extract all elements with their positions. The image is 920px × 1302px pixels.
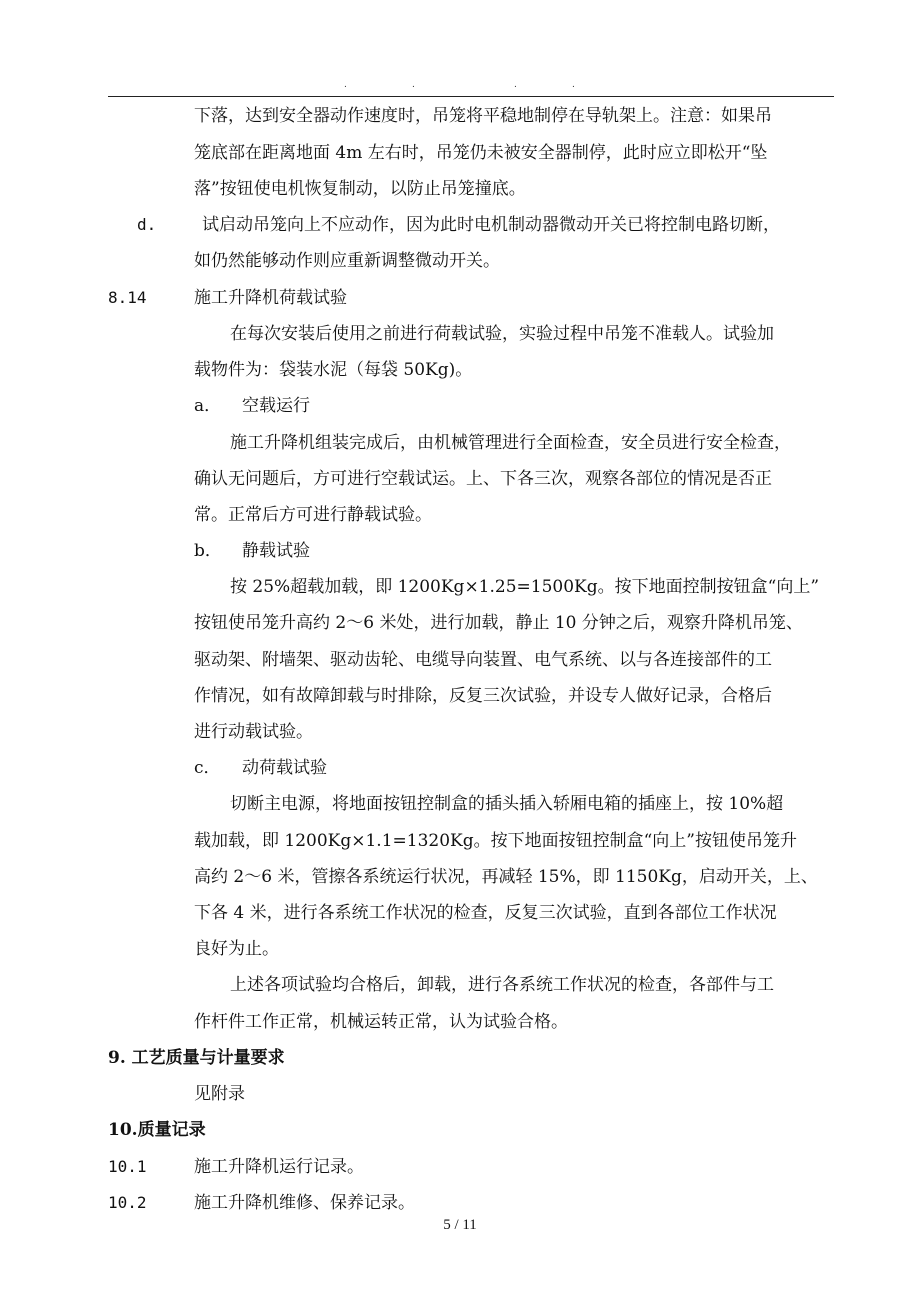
header-dot: . bbox=[514, 80, 517, 90]
text-line: 试启动吊笼向上不应动作，因为此时电机制动器微动开关已将控制电路切断， bbox=[202, 215, 780, 235]
item-number: 10.1 bbox=[108, 1157, 147, 1176]
page-number: 5 / 11 bbox=[443, 1217, 477, 1233]
subsection-heading: 空载运行 bbox=[242, 396, 310, 416]
text-line: 进行动载试验。 bbox=[194, 722, 313, 742]
text-line: 下各 4 米，进行各系统工作状况的检查，反复三次试验，直到各部位工作状况 bbox=[194, 903, 777, 923]
subsection-heading: 动荷载试验 bbox=[242, 758, 327, 778]
text-line: 良好为止。 bbox=[194, 939, 279, 959]
text-line: 施工升降机运行记录。 bbox=[194, 1157, 364, 1177]
list-marker-a: a． bbox=[194, 396, 222, 416]
section-heading: 施工升降机荷载试验 bbox=[194, 288, 347, 308]
text-line: 作杆件工作正常，机械运转正常，认为试验合格。 bbox=[194, 1012, 568, 1032]
item-number: 10.2 bbox=[108, 1193, 147, 1212]
list-marker-c: c． bbox=[194, 758, 221, 778]
text-line: 切断主电源，将地面按钮控制盒的插头插入轿厢电箱的插座上，按 10%超 bbox=[230, 794, 784, 814]
header-dot: . bbox=[344, 80, 347, 90]
text-line: 如仍然能够动作则应重新调整微动开关。 bbox=[194, 251, 500, 271]
text-line: 按 25%超载加载，即 1200Kg×1.25=1500Kg。按下地面控制按钮盒“向上” bbox=[230, 577, 820, 597]
list-marker-d: d. bbox=[137, 215, 157, 234]
text-line: 笼底部在距离地面 4m 左右时，吊笼仍未被安全器制停，此时应立即松开“坠 bbox=[194, 143, 768, 163]
subsection-heading: 静载试验 bbox=[242, 541, 310, 561]
text-line: 见附录 bbox=[194, 1084, 245, 1104]
chapter-heading: 10.质量记录 bbox=[108, 1120, 206, 1140]
text-line: 确认无问题后，方可进行空载试运。上、下各三次，观察各部位的情况是否正 bbox=[194, 469, 772, 489]
text-line: 下落，达到安全器动作速度时，吊笼将平稳地制停在导轨架上。注意：如果吊 bbox=[194, 106, 772, 126]
text-line: 在每次安装后使用之前进行荷载试验，实验过程中吊笼不准载人。试验加 bbox=[230, 324, 774, 344]
list-marker-b: b． bbox=[194, 541, 222, 561]
text-line: 施工升降机组装完成后，由机械管理进行全面检查，安全员进行安全检查， bbox=[230, 433, 791, 453]
text-line: 载物件为：袋装水泥（每袋 50Kg)。 bbox=[194, 360, 473, 380]
chapter-heading: 9. 工艺质量与计量要求 bbox=[108, 1048, 285, 1068]
text-line: 上述各项试验均合格后，卸载，进行各系统工作状况的检查，各部件与工 bbox=[230, 975, 774, 995]
text-line: 常。正常后方可进行静载试验。 bbox=[194, 505, 432, 525]
text-line: 落”按钮使电机恢复制动，以防止吊笼撞底。 bbox=[194, 179, 526, 199]
section-number: 8.14 bbox=[108, 288, 147, 307]
header-dot: . bbox=[412, 80, 415, 90]
text-line: 按钮使吊笼升高约 2～6 米处，进行加载，静止 10 分钟之后，观察升降机吊笼、 bbox=[194, 613, 803, 633]
header-rule bbox=[108, 96, 834, 97]
text-line: 载加载，即 1200Kg×1.1=1320Kg。按下地面按钮控制盒“向上”按钮使吊笼升 bbox=[194, 831, 798, 851]
text-line: 高约 2～6 米，管擦各系统运行状况，再减轻 15%，即 1150Kg，启动开关，上、 bbox=[194, 867, 818, 887]
text-line: 作情况，如有故障卸载与时排除，反复三次试验，并设专人做好记录，合格后 bbox=[194, 686, 772, 706]
text-line: 施工升降机维修、保养记录。 bbox=[194, 1193, 415, 1213]
text-line: 驱动架、附墙架、驱动齿轮、电缆导向装置、电气系统、以与各连接部件的工 bbox=[194, 650, 772, 670]
header-dot: . bbox=[572, 80, 575, 90]
header-dots bbox=[0, 80, 920, 92]
